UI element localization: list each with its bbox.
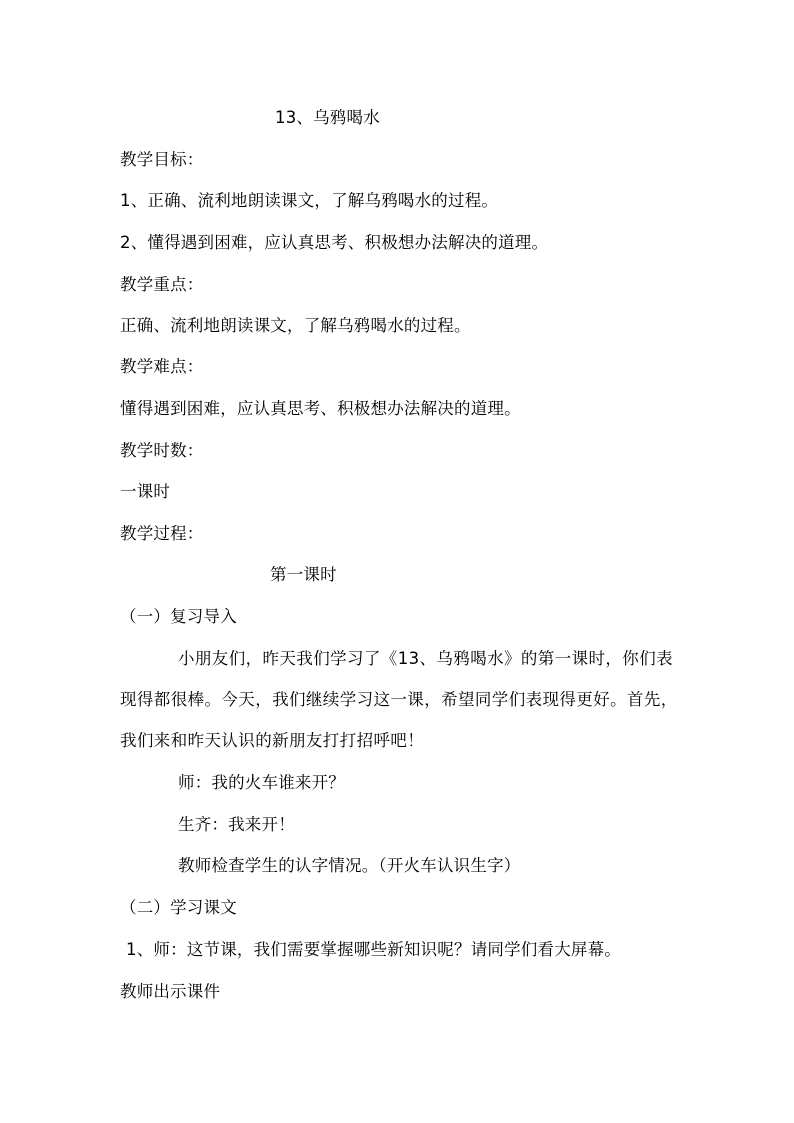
hours-heading: 教学时数： — [120, 441, 204, 460]
process-heading: 教学过程： — [120, 524, 204, 543]
key-point-heading: 教学重点： — [120, 275, 204, 294]
check-line: 教师检查学生的认字情况。（开火车认识生字） — [178, 856, 521, 875]
objectives-heading: 教学目标： — [120, 150, 204, 169]
section-2-heading: （二）学习课文 — [120, 898, 237, 917]
hours: 一课时 — [120, 482, 171, 501]
objective-1: 1、正确、流利地朗读课文，了解乌鸦喝水的过程。 — [120, 191, 499, 210]
difficulty-heading: 教学难点： — [120, 357, 204, 376]
students-line: 生齐：我来开！ — [178, 815, 295, 834]
step-1: 1、师：这节课，我们需要掌握哪些新知识呢？请同学们看大屏幕。 — [126, 940, 621, 959]
difficulty: 懂得遇到困难，应认真思考、积极想办法解决的道理。 — [120, 399, 521, 418]
courseware-line: 教师出示课件 — [120, 982, 221, 1001]
teacher-line: 师：我的火车谁来开？ — [178, 773, 345, 792]
intro-paragraph: 小朋友们，昨天我们学习了《13、乌鸦喝水》的第一课时，你们表现得都很棒。今天，我们继续学习这一课，希望同学们表现得更好。首先，我们来和昨天认识的新朋友打打招呼吧！ — [120, 649, 678, 750]
objective-2: 2、懂得遇到困难，应认真思考、积极想办法解决的道理。 — [120, 233, 549, 252]
section-1-heading: （一）复习导入 — [120, 607, 237, 626]
document-title: 13、乌鸦喝水 — [275, 108, 380, 127]
lesson-title: 第一课时 — [270, 565, 337, 584]
key-point: 正确、流利地朗读课文，了解乌鸦喝水的过程。 — [120, 316, 471, 335]
